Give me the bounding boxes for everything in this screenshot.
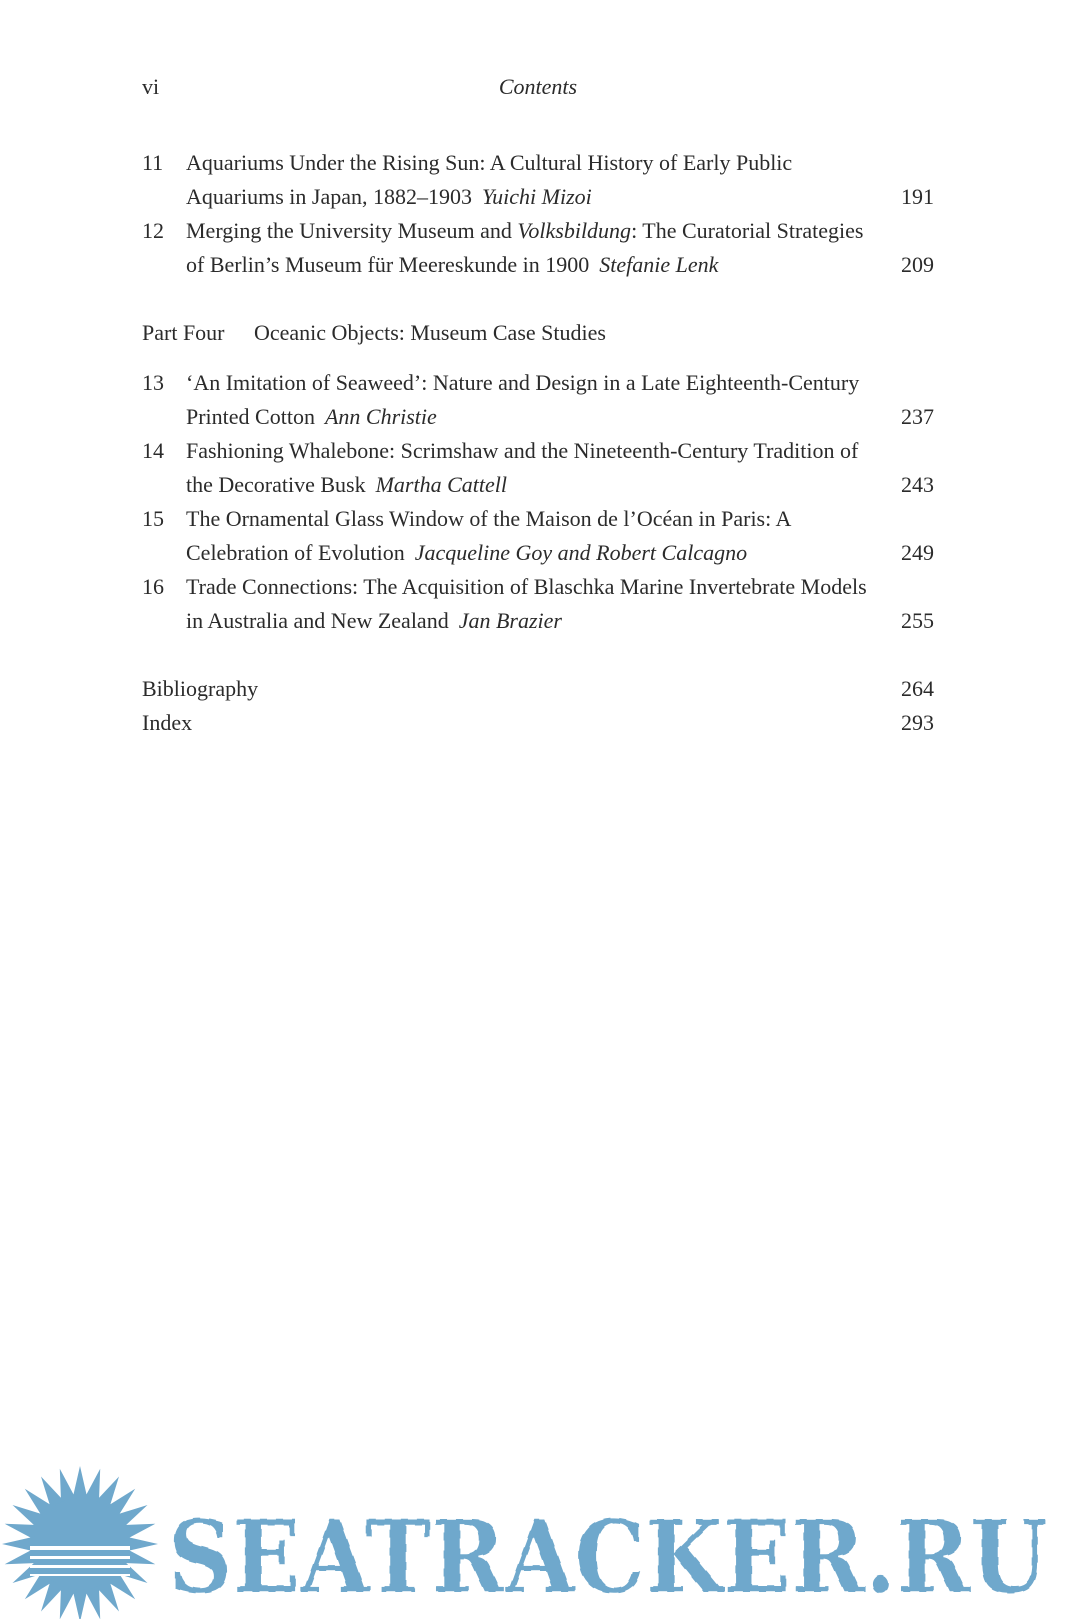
chapter-number: 12 [142,218,164,243]
chapter-page: 209 [901,252,934,277]
chapter-number: 13 [142,370,164,395]
chapter-title-block [186,570,872,638]
chapter-page: 249 [901,540,934,565]
chapter-author: Ann Christie [324,404,437,429]
chapter-page: 243 [901,472,934,497]
table-of-contents [142,146,934,740]
chapter-title-block [186,214,872,282]
chapter-number: 11 [142,150,164,175]
chapter-title-block [186,366,872,434]
toc-entry-15[interactable] [142,502,934,570]
chapter-title-part: Merging the University Museum and [186,218,518,243]
chapter-author: Jacqueline Goy and Robert Calcagno [414,540,748,565]
part-title: Oceanic Objects: Museum Case Studies [254,320,606,345]
chapter-author: Martha Cattell [375,472,507,497]
toc-entry-16[interactable] [142,570,934,638]
watermark-text: SEATRACKER.RU [168,1498,1048,1616]
chapter-page: 255 [901,608,934,633]
back-matter-label: Index [142,710,193,735]
back-matter-page: 293 [901,710,934,735]
toc-entry-11[interactable] [142,146,934,214]
chapter-author: Yuichi Mizoi [481,184,592,209]
back-matter-label: Bibliography [142,676,259,701]
chapter-title-block [186,434,872,502]
chapter-title-part: : The Curatorial Strategies of Berlin’s Museum für Meereskunde in 1900 [186,218,864,277]
toc-entry-12[interactable] [142,214,934,282]
chapter-author: Jan Brazier [458,608,562,633]
toc-entry-14[interactable] [142,434,934,502]
chapter-title: ‘An Imitation of Seaweed’: Nature and Design in a Late Eighteenth-Century Printed Cotton [186,370,860,429]
chapter-page: 191 [901,184,934,209]
part-label: Part Four [142,320,225,345]
back-matter-page: 264 [901,676,934,701]
sun-icon [2,1466,158,1619]
chapter-title-block [186,502,872,570]
chapter-title: Aquariums Under the Rising Sun: A Cultural History of Early Public Aquariums in Japan, 1882–1903 [186,150,793,209]
chapter-title: Trade Connections: The Acquisition of Blaschka Marine Invertebrate Models in Australia and New Zealand [186,574,867,633]
page-folio: vi [142,74,160,99]
chapter-author: Stefanie Lenk [599,252,719,277]
chapter-number: 14 [142,438,164,463]
back-matter [142,672,934,740]
chapter-title: Fashioning Whalebone: Scrimshaw and the Nineteenth-Century Tradition of the Decorative Busk [186,438,859,497]
chapter-title-block [186,146,872,214]
toc-entry-13[interactable] [142,366,934,434]
chapter-page: 237 [901,404,934,429]
chapter-title: The Ornamental Glass Window of the Maison de l’Océan in Paris: A Celebration of Evolution [186,506,791,565]
toc-entry-bibliography[interactable] [142,672,934,706]
toc-entry-index[interactable] [142,706,934,740]
running-head [142,74,934,104]
chapter-number: 15 [142,506,164,531]
chapter-number: 16 [142,574,164,599]
watermark-logo [0,1466,1080,1619]
running-title: Contents [498,74,578,99]
chapter-title-italic: Volksbildung [517,218,632,243]
part-heading [142,316,934,350]
